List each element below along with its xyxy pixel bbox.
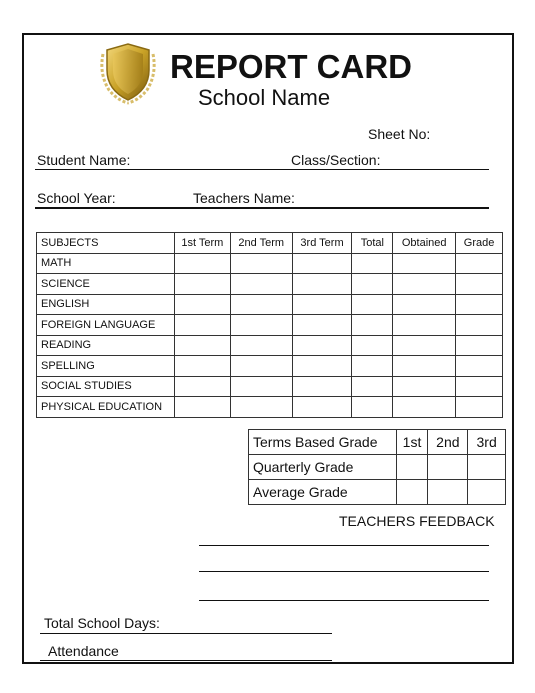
grade-cell[interactable] — [174, 335, 230, 356]
attendance-line[interactable] — [40, 660, 332, 661]
grade-cell[interactable] — [352, 274, 393, 295]
grade-cell[interactable] — [393, 315, 456, 336]
grade-cell[interactable] — [292, 274, 352, 295]
grade-cell[interactable] — [456, 335, 503, 356]
grade-cell[interactable] — [174, 274, 230, 295]
class-section-label: Class/Section: — [291, 152, 381, 168]
grade-cell[interactable] — [230, 397, 292, 418]
column-header: 2nd Term — [230, 233, 292, 254]
page-title: REPORT CARD — [170, 48, 413, 85]
grade-cell[interactable] — [456, 253, 503, 274]
grade-cell[interactable] — [352, 253, 393, 274]
school-year-label: School Year: — [37, 190, 116, 206]
feedback-line-2[interactable] — [199, 571, 489, 572]
gold-shield-icon — [95, 40, 161, 106]
school-name: School Name — [198, 85, 331, 110]
column-header: Grade — [456, 233, 503, 254]
total-days-line[interactable] — [40, 633, 332, 634]
grade-cell[interactable] — [292, 356, 352, 377]
grade-cell[interactable] — [292, 253, 352, 274]
grade-cell[interactable] — [352, 356, 393, 377]
school-year-line — [35, 207, 489, 209]
grade-cell[interactable] — [292, 315, 352, 336]
grade-cell[interactable] — [352, 315, 393, 336]
grade-cell[interactable] — [230, 294, 292, 315]
grade-cell[interactable] — [292, 294, 352, 315]
table-row — [37, 376, 503, 397]
total-school-days-label: Total School Days: — [44, 615, 160, 631]
attendance-label: Attendance — [48, 643, 119, 659]
subject-name: ENGLISH — [37, 294, 175, 315]
table-header-row — [37, 233, 503, 254]
grade-cell[interactable] — [396, 455, 428, 480]
average-grade-label: Average Grade — [249, 480, 397, 505]
subject-name: FOREIGN LANGUAGE — [37, 315, 175, 336]
terms-grade-table — [248, 429, 506, 505]
grade-cell[interactable] — [230, 335, 292, 356]
table-row — [37, 356, 503, 377]
grade-cell[interactable] — [393, 274, 456, 295]
teachers-feedback-label: TEACHERS FEEDBACK — [339, 513, 495, 529]
table-row — [37, 294, 503, 315]
grade-cell[interactable] — [352, 397, 393, 418]
grade-cell[interactable] — [428, 455, 468, 480]
subject-name: PHYSICAL EDUCATION — [37, 397, 175, 418]
grade-cell[interactable] — [393, 397, 456, 418]
column-header: SUBJECTS — [37, 233, 175, 254]
table-row — [249, 455, 506, 480]
table-row — [37, 397, 503, 418]
grade-cell[interactable] — [230, 376, 292, 397]
grade-cell[interactable] — [456, 274, 503, 295]
feedback-line-1[interactable] — [199, 545, 489, 546]
grade-cell[interactable] — [428, 480, 468, 505]
terms-header-row — [249, 430, 506, 455]
table-row — [249, 480, 506, 505]
grade-cell[interactable] — [230, 356, 292, 377]
grade-cell[interactable] — [393, 335, 456, 356]
grade-cell[interactable] — [292, 376, 352, 397]
subject-name: READING — [37, 335, 175, 356]
column-header: 1st Term — [174, 233, 230, 254]
student-line — [35, 169, 489, 170]
grades-table — [36, 232, 503, 418]
grade-cell[interactable] — [174, 376, 230, 397]
term-1st-header: 1st — [396, 430, 428, 455]
grade-cell[interactable] — [393, 356, 456, 377]
grade-cell[interactable] — [230, 315, 292, 336]
grade-cell[interactable] — [230, 274, 292, 295]
table-row — [37, 274, 503, 295]
grade-cell[interactable] — [352, 294, 393, 315]
subject-name: MATH — [37, 253, 175, 274]
teachers-name-label: Teachers Name: — [193, 190, 295, 206]
column-header: 3rd Term — [292, 233, 352, 254]
grade-cell[interactable] — [352, 376, 393, 397]
table-row — [37, 253, 503, 274]
grade-cell[interactable] — [352, 335, 393, 356]
grade-cell[interactable] — [174, 253, 230, 274]
table-row — [37, 315, 503, 336]
column-header: Total — [352, 233, 393, 254]
grade-cell[interactable] — [468, 455, 506, 480]
grade-cell[interactable] — [292, 397, 352, 418]
grade-cell[interactable] — [174, 294, 230, 315]
grade-cell[interactable] — [393, 253, 456, 274]
grade-cell[interactable] — [456, 356, 503, 377]
term-2nd-header: 2nd — [428, 430, 468, 455]
grade-cell[interactable] — [393, 376, 456, 397]
grade-cell[interactable] — [456, 397, 503, 418]
grade-cell[interactable] — [230, 253, 292, 274]
sheet-no-label: Sheet No: — [368, 126, 431, 142]
grade-cell[interactable] — [456, 315, 503, 336]
terms-header: Terms Based Grade — [249, 430, 397, 455]
quarterly-grade-label: Quarterly Grade — [249, 455, 397, 480]
subject-name: SCIENCE — [37, 274, 175, 295]
grade-cell[interactable] — [292, 335, 352, 356]
grade-cell[interactable] — [174, 356, 230, 377]
grade-cell[interactable] — [174, 315, 230, 336]
table-row — [37, 335, 503, 356]
grade-cell[interactable] — [174, 397, 230, 418]
grade-cell[interactable] — [393, 294, 456, 315]
subject-name: SOCIAL STUDIES — [37, 376, 175, 397]
feedback-line-3[interactable] — [199, 600, 489, 601]
grade-cell[interactable] — [456, 294, 503, 315]
grade-cell[interactable] — [468, 480, 506, 505]
subject-name: SPELLING — [37, 356, 175, 377]
student-name-label: Student Name: — [37, 152, 131, 168]
grade-cell[interactable] — [456, 376, 503, 397]
term-3rd-header: 3rd — [468, 430, 506, 455]
grade-cell[interactable] — [396, 480, 428, 505]
column-header: Obtained — [393, 233, 456, 254]
